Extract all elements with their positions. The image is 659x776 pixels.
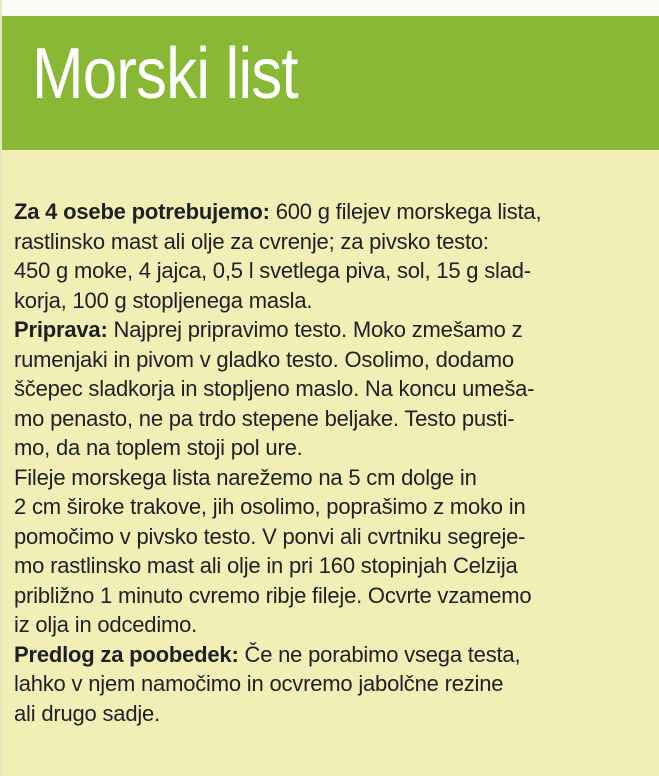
preparation-line-11: iz olja in odcedimo. bbox=[14, 612, 198, 637]
preparation-line-10: približno 1 minuto cvremo ribje fileje. Ocvrte vzamemo bbox=[14, 582, 532, 608]
ingredients-line-1 bbox=[14, 197, 654, 227]
suggestion-line-3: ali drugo sadje. bbox=[14, 700, 161, 726]
preparation-line-2: rumenjaki in pivom v gladko testo. Osolimo, dodamo bbox=[14, 346, 514, 372]
suggestion-line-2: lahko v njem namočimo in ocvremo jabolčne rezine bbox=[14, 671, 504, 696]
preparation-line-7: 2 cm široke trakove, jih osolimo, poprašimo z moko in bbox=[14, 494, 526, 519]
preparation-text: Najprej pripravimo testo. Moko zmešamo z bbox=[107, 317, 523, 342]
suggestion-line-1 bbox=[14, 640, 654, 670]
preparation-line-5: mo, da na toplem stoji pol ure. bbox=[14, 435, 303, 460]
ingredients-line-4: korja, 100 g stopljenega masla. bbox=[14, 287, 313, 313]
preparation-line-4: mo penasto, ne pa trdo stepene beljake. Testo pusti- bbox=[14, 405, 515, 431]
suggestion-text: Če ne porabimo vsega testa, bbox=[238, 641, 521, 667]
ingredients-label: Za 4 osebe potrebujemo: bbox=[14, 199, 270, 224]
preparation-line-9: mo rastlinsko mast ali olje in pri 160 stopinjah Celzija bbox=[14, 553, 518, 578]
preparation-line-1 bbox=[14, 315, 654, 345]
preparation-label: Priprava: bbox=[14, 317, 108, 342]
ingredients-line-3: 450 g moke, 4 jajca, 0,5 l svetlega piva, sol, 15 g slad- bbox=[14, 258, 531, 283]
title-band bbox=[2, 0, 659, 150]
recipe-body bbox=[14, 197, 654, 728]
suggestion-label: Predlog za poobedek: bbox=[14, 641, 239, 667]
recipe-title: Morski list bbox=[32, 34, 298, 114]
preparation-line-6: Fileje morskega lista narežemo na 5 cm dolge in bbox=[14, 464, 477, 490]
preparation-line-3: ščepec sladkorja in stopljeno maslo. Na koncu umeša- bbox=[14, 376, 535, 401]
ingredients-text: 600 g filejev morskega lista, bbox=[269, 199, 542, 224]
ingredients-line-2: rastlinsko mast ali olje za cvrenje; za pivsko testo: bbox=[14, 228, 489, 254]
preparation-line-8: pomočimo v pivsko testo. V ponvi ali cvrtniku segreje- bbox=[14, 523, 526, 549]
